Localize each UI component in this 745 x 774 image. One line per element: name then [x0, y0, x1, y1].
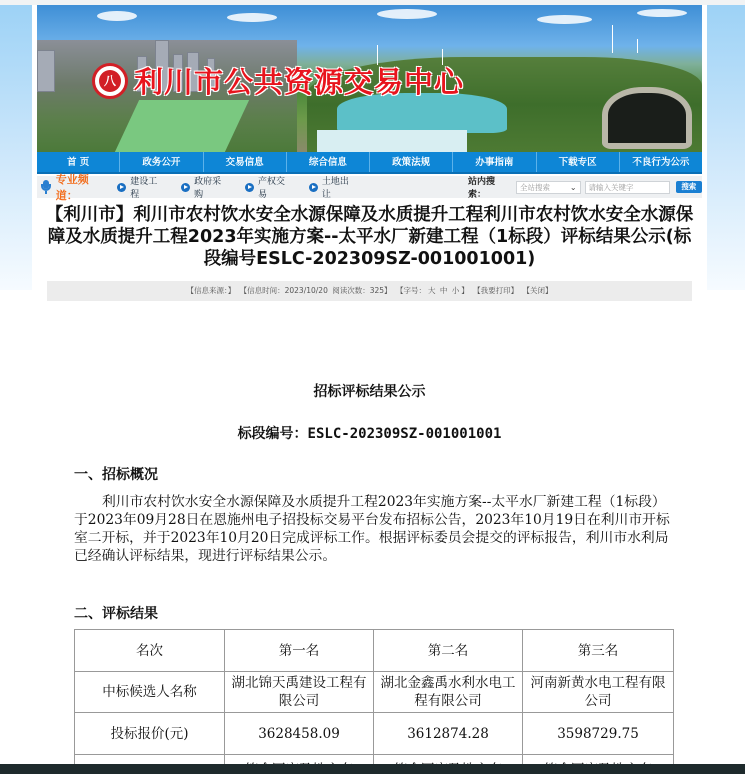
search-input[interactable]: 请输入关键字 [585, 181, 670, 194]
cloud-decoration [377, 9, 437, 19]
section1-title: 一、招标概况 [74, 467, 158, 483]
font-size-large-link[interactable]: 大 [427, 286, 436, 295]
site-name: 利川市公共资源交易中心 [134, 65, 465, 99]
chevron-down-icon: ⌄ [569, 182, 577, 192]
cave-decoration [602, 87, 692, 149]
search-label: 站内搜索： [467, 177, 495, 200]
search-scope-select[interactable]: 全站搜索 ⌄ [516, 181, 581, 194]
channel-link-procurement[interactable]: 政府采购 [181, 174, 229, 200]
content-heading: 招标评标结果公示 [313, 384, 426, 400]
table-row [75, 672, 674, 713]
nav-item-general-info[interactable]: 综合信息 [287, 152, 370, 172]
table-cell: 河南新黄水电工程有限公司 [523, 672, 674, 713]
nav-item-government-affairs[interactable]: 政务公开 [120, 152, 203, 172]
rapids-decoration [317, 130, 467, 152]
article-meta-bar: 【信息来源：】 【信息时间：2023/10/20 阅读次数：325】 【字号： 大 中 小 】 【我要打印】 【关闭】 [47, 281, 692, 301]
section1-paragraph: 利川市农村饮水安全水源保障及水质提升工程2023年实施方案--太平水厂新建工程（1标段）于2023年09月28日在恩施州电子招投标交易平台发布招标公告，2023年10月19日在利川市开标室二开标，并于2023年10月20日完成评标工作。根据评标委员会提交的评标报告，利川市水利局已经确认评标结果，现进行评标结果公示。 [74, 494, 670, 564]
page-background-left [0, 5, 32, 290]
nav-item-downloads[interactable]: 下载专区 [537, 152, 620, 172]
nav-item-misconduct[interactable]: 不良行为公示 [632, 157, 690, 168]
meta-source: 【信息来源：】 [186, 286, 236, 295]
meta-views: 阅读次数：325】 [332, 286, 392, 295]
table-header-cell: 第二名 [374, 630, 523, 672]
nav-item-home[interactable]: 首 页 [37, 152, 120, 172]
table-cell: 湖北锦天禹建设工程有限公司 [225, 672, 374, 713]
table-cell: 投标报价(元) [75, 713, 225, 755]
meta-font-size-label: 【字号： [395, 286, 426, 295]
table-cell: 3612874.28 [374, 713, 523, 755]
play-circle-icon [245, 183, 254, 192]
channel-link-property[interactable]: 产权交易 [245, 174, 293, 200]
table-header-row [75, 630, 674, 672]
page-background-right [707, 5, 745, 290]
wind-turbine-decoration [637, 39, 638, 53]
site-logo-icon: 八 [92, 63, 128, 99]
microphone-icon [41, 180, 51, 194]
table-header-cell: 第三名 [523, 630, 674, 672]
site-branding [92, 60, 464, 101]
channel-link-land[interactable]: 土地出让 [309, 174, 357, 200]
nav-item-policies[interactable]: 政策法规 [370, 152, 453, 172]
section2-title: 二、评标结果 [74, 606, 158, 622]
search-button[interactable]: 搜索 [676, 181, 702, 193]
play-circle-icon [181, 183, 190, 192]
table-header-cell: 名次 [75, 630, 225, 672]
cloud-decoration [227, 13, 277, 22]
play-circle-icon [309, 183, 318, 192]
main-nav [37, 152, 702, 174]
close-link[interactable]: 【关闭】 [522, 286, 553, 295]
table-cell: 3598729.75 [523, 713, 674, 755]
play-circle-icon [117, 183, 126, 192]
wind-turbine-decoration [612, 25, 613, 53]
header-banner [37, 5, 702, 152]
table-row [75, 713, 674, 755]
table-cell: 中标候选人名称 [75, 672, 225, 713]
channel-link-construction[interactable]: 建设工程 [117, 174, 165, 200]
nav-item-guide[interactable]: 办事指南 [453, 152, 536, 172]
meta-time: 【信息时间：2023/10/20 [239, 286, 328, 295]
channel-bar [37, 173, 702, 202]
table-cell: 湖北金鑫禹水利水电工程有限公司 [374, 672, 523, 713]
section-code: 标段编号：ESLC-202309SZ-001001001 [237, 426, 502, 442]
cloud-decoration [97, 11, 137, 21]
channel-label: 专业频道： [55, 173, 89, 202]
bottom-bar [0, 764, 745, 774]
nav-item-trading-info[interactable]: 交易信息 [204, 152, 287, 172]
cloud-decoration [637, 9, 687, 17]
page-container [32, 5, 707, 774]
cloud-decoration [537, 15, 592, 24]
table-cell: 3628458.09 [225, 713, 374, 755]
article-title: 【利川市】利川市农村饮水安全水源保障及水质提升工程利川市农村饮水安全水源保障及水质提升工程2023年实施方案--太平水厂新建工程（1标段）评标结果公示(标段编号ESLC-202309SZ-001001001) [45, 205, 694, 269]
print-link[interactable]: 【我要打印】 [473, 286, 519, 295]
font-size-small-link[interactable]: 小 [451, 286, 460, 295]
results-table [74, 629, 674, 774]
table-header-cell: 第一名 [225, 630, 374, 672]
font-size-medium-link[interactable]: 中 [439, 286, 448, 295]
